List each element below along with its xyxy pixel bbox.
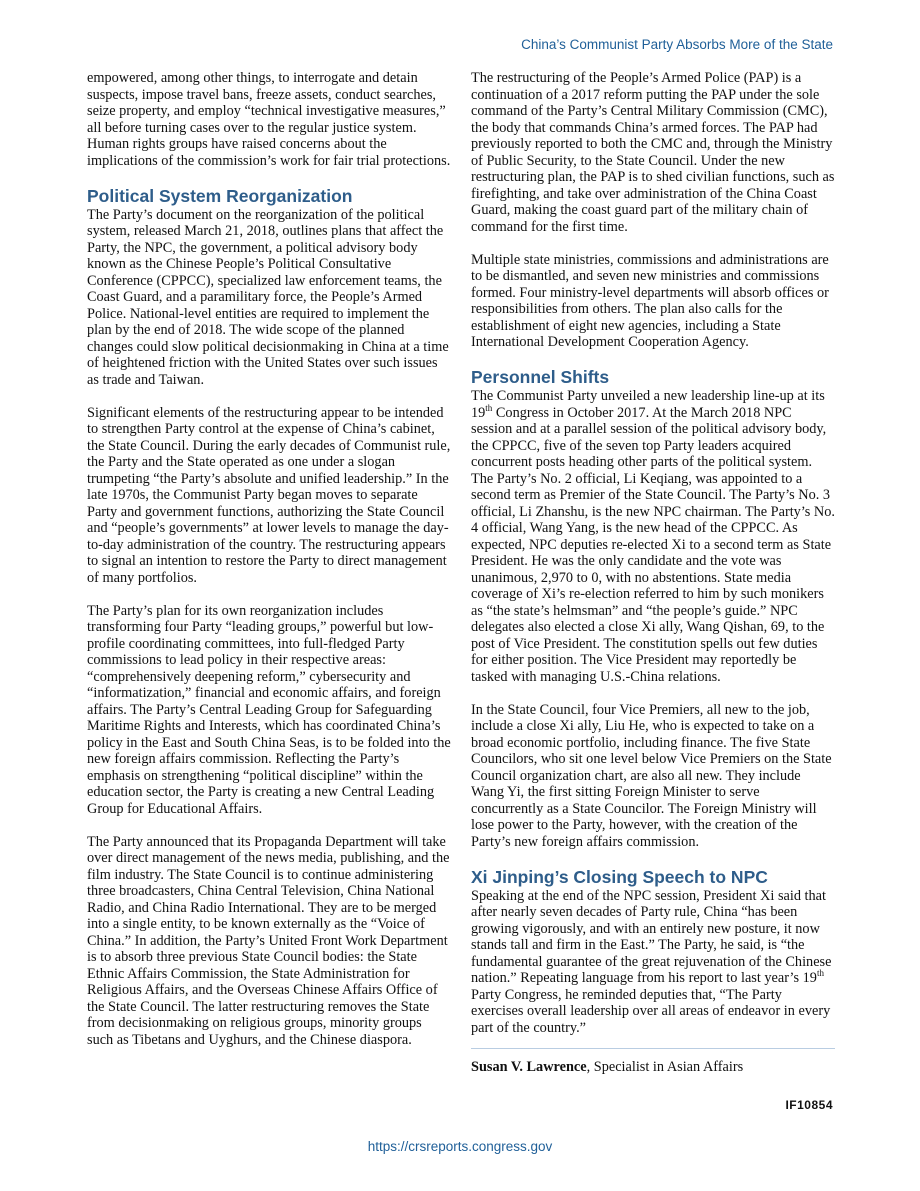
author-line [471, 1059, 835, 1076]
superscript: th [816, 968, 824, 978]
intro-paragraph: empowered, among other things, to interrogate and detain suspects, impose travel bans, freeze assets, conduct searches, seize property, and employ “technical investigative measures,” all before turning cases over to the regular justice system. Human rights groups have raised concerns about the implications of the commission’s work for fair trial protections. [87, 70, 451, 169]
body-paragraph: Multiple state ministries, commissions and administrations are to be dismantled, and seven new ministries and commissions formed. Four ministry-level departments will absorb offices or responsibilities from others. The plan also calls for the establishment of eight new agencies, including a State International Development Cooperation Agency. [471, 251, 829, 350]
section-heading-closing-speech: Xi Jinping’s Closing Speech to NPC [471, 866, 768, 887]
body-paragraph: In the State Council, four Vice Premiers, all new to the job, include a close Xi ally, Liu He, who is expected to take on a broad economic portfolio, including finance. The five State Councilors, who sit one level below Vice Premiers on the State Council organization chart, are also all new. They include Wang Yi, the first sitting Foreign Minister to serve concurrently as a State Councilor. The Foreign Ministry will lose power to the Party, however, with the creation of the Party’s new foreign affairs commission. [471, 701, 832, 850]
left-column [87, 70, 451, 1048]
body-paragraph: Significant elements of the restructuring appear to be intended to strengthen Party control at the expense of China’s cabinet, the State Council. During the early decades of Communist rule, the Party and the State operated as one under a slogan trumpeting “the Party’s absolute and unified leadership.” In the late 1970s, the Communist Party began moves to separate Party and government functions, authorizing the State Council and “people’s governments” at lower levels to manage the day-to-day administration of the country. The restructuring appears to signal an intention to restore the Party to direct management of many portfolios. [87, 404, 451, 586]
body-paragraph [471, 888, 835, 1037]
author-name: Susan V. Lawrence [471, 1059, 587, 1075]
body-paragraph: The Party’s plan for its own reorganization includes transforming four Party “leading groups,” powerful but low-profile coordinating committees, into full-fledged Party commissions to lead policy in their respective areas: “comprehensively deepening reform,” cybersecurity and “informatization,” financial and economic affairs, and foreign affairs. The Party’s Central Leading Group for Safeguarding Maritime Rights and Interests, which has coordinated China’s policy in the East and South China Seas, is to be folded into the new foreign affairs commission. Reflecting the Party’s emphasis on strengthening “political discipline” within the education sector, the Party is creating a new Central Leading Group for Educational Affairs. [87, 602, 451, 817]
text-run: Party Congress, he reminded deputies that, “The Party exercises overall leadership over all areas of endeavor in every part of the country.” [471, 986, 831, 1036]
section-heading-personnel-shifts: Personnel Shifts [471, 367, 610, 387]
section-heading-political-reorganization: Political System Reorganization [87, 185, 353, 206]
divider [471, 1048, 835, 1049]
body-paragraph: The restructuring of the People’s Armed Police (PAP) is a continuation of a 2017 reform putting the PAP under the sole command of the Party’s Central Military Commission (CMC), the body that commands China’s armed forces. The PAP had previously reported to both the CMC and, through the Ministry of Public Security, to the State Council. Under the new restructuring plan, the PAP is to shed civilian functions, such as firefighting, and take over administration of the China Coast Guard, making the coast guard part of the military chain of command for the first time. [471, 70, 835, 235]
right-column [471, 70, 835, 1076]
report-number: IF10854 [785, 1098, 833, 1112]
body-paragraph: The Party’s document on the reorganization of the political system, released March 21, 2018, outlines plans that affect the Party, the NPC, the government, a political advisory body known as the Chinese People’s Political Consultative Conference (CPPCC), specialized law enforcement teams, the Coast Guard, and a paramilitary force, the People’s Armed Police. National-level entities are required to implement the plan by the end of 2018. The wide scope of the planned changes could slow political decisionmaking in China at a time of heightened friction with the United States over such issues as trade and Taiwan. [87, 206, 449, 388]
footer-url[interactable]: https://crsreports.congress.gov [367, 1139, 553, 1154]
running-header: China’s Communist Party Absorbs More of the State [521, 37, 833, 52]
text-run: Speaking at the end of the NPC session, President Xi said that after nearly seven decades of Party rule, China “has been growing vigorously, and with an entirely new posture, it now stands tall and firm in the East.” The Party, he said, is “the fundamental guarantee of the great rejuvenation of the Chinese nation.” Repeating language from his report to last year’s 19 [471, 887, 832, 986]
text-run: Congress in October 2017. At the March 2018 NPC session and at a parallel session of the political advisory body, the CPPCC, five of the seven top Party leaders acquired concurrent posts heading other parts of the political system. The Party’s No. 2 official, Li Keqiang, was appointed to a second term as Premier of the State Council. The Party’s No. 3 official, Li Zhanshu, is the new NPC chairman. The Party’s No. 4 official, Wang Yang, is the new head of the CPPCC. As expected, NPC deputies re-elected Xi to a second term as State President. He was the only candidate and the vote was unanimous, 2,970 to 0, with no abstentions. State media coverage of Xi’s re-election referred to him by such monikers as “the state’s helmsman” and “the people’s guide.” NPC delegates also elected a close Xi ally, Wang Qishan, 69, to the post of Vice President. The constitution spells out few duties for either position. The Vice President may reportedly be tasked with managing U.S.-China relations. [471, 404, 835, 685]
body-paragraph [471, 388, 835, 685]
author-title: , Specialist in Asian Affairs [586, 1059, 744, 1075]
superscript: th [485, 402, 493, 413]
text-run: The Communist Party unveiled a new leadership line-up at its 19 [471, 388, 825, 421]
body-paragraph: The Party announced that its Propaganda Department will take over direct management of the news media, publishing, and the film industry. The State Council is to continue administering three broadcasters, China Central Television, China National Radio, and China Radio International. They are to be merged into a single entity, to be known externally as the “Voice of China.” In addition, the Party’s United Front Work Department is to absorb three previous State Council bodies: the State Ethnic Affairs Commission, the State Administration for Religious Affairs, and the Overseas Chinese Affairs Office of the State Council. The latter restructuring removes the State from decisionmaking on religious groups, minority groups such as Tibetans and Uyghurs, and the Chinese diaspora. [87, 833, 450, 1048]
